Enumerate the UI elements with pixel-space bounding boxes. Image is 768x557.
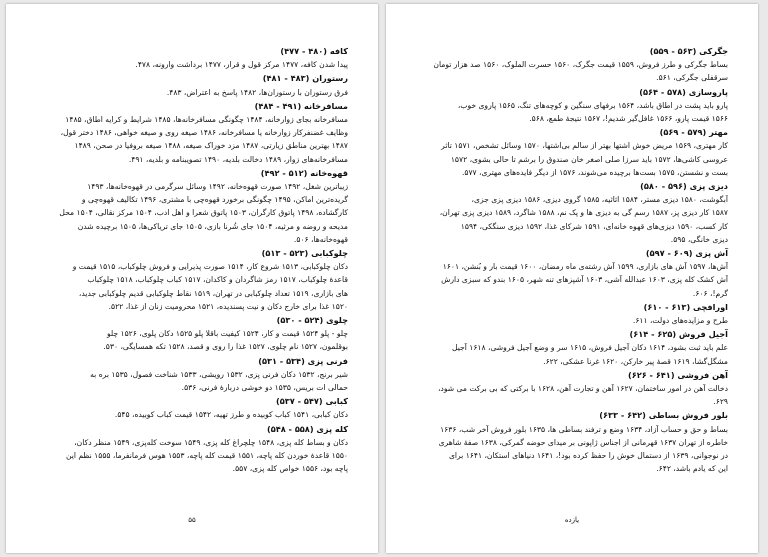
toc-entry (36, 100, 348, 166)
right-page (386, 4, 758, 553)
entry-text-line: بساط جگرکی و طرز فروش، ۱۵۵۹ قیمت جگرک، ۱۵۶۰ حسرت الملوک، ۱۵۶۰ صد هزار تومان (433, 60, 728, 70)
toc-entry (416, 45, 728, 85)
entry-heading: چلوکبابی (۵۲۳ - ۵۱۳) (261, 248, 348, 259)
entry-text-line: حمالی ات بریس، ۱۵۳۵ دو خوشی دربارهٔ فرنی، ۵۳۶. (181, 383, 348, 393)
entry-text-line: سرقفلی جگرکی، ۵۶۱. (656, 73, 728, 83)
toc-entry (416, 301, 728, 327)
toc-entry (36, 72, 348, 98)
entry-heading: آش پزی (۶۰۹ - ۵۹۷) (645, 248, 728, 259)
entry-text-line: کار مهتری، ۱۵۶۹ مریض خوش اشتها بهتر از سالم بی‌اشتها، ۱۵۷۰ وسائل تشخص، ۱۵۷۱ تاثر (441, 141, 728, 151)
entry-heading: پاروسازی (۵۷۸ - ۵۶۴) (639, 86, 728, 97)
entry-text-line: مشگل‌گشا، ۱۶۱۹ قصهٔ پیر خارکن، ۱۶۲۰ غرنا عشکی، ۶۲۲. (543, 356, 728, 366)
entry-text-line: شیر برنج، ۱۵۳۲ دکان فرنی پزی، ۱۵۳۲ رویشی، ۱۵۳۳ شناخت فصول، ۱۵۳۵ بره به (90, 369, 348, 379)
entry-heading: بلور فروش بساطی (۶۴۲ - ۶۳۳) (599, 410, 728, 421)
toc-entry (36, 423, 348, 476)
entry-text-line: دکان و بساط کله پزی، ۱۵۴۸ چلچراغ کله پزی، ۱۵۴۹ سوخت کله‌پزی، ۱۵۴۹ منظر دکان، (74, 437, 348, 447)
entry-text-line: ۶۲۹. (713, 397, 728, 407)
entry-text-line: بساط و حق و حساب آزاد، ۱۶۳۴ وضع و ترفند بساطی ها، ۱۶۳۵ بلور فروش آخر شب، ۱۶۳۶ (440, 424, 728, 434)
entry-heading: مهتر (۵۷۹ - ۵۶۹) (659, 127, 728, 138)
entry-heading: چلوی (۵۲۴ - ۵۳۰) (276, 315, 348, 326)
entry-text-line: قهوه‌خانه‌ها، ۵۰۶. (293, 234, 348, 244)
entry-heading: کبابی (۵۴۷ - ۵۳۷) (276, 396, 348, 407)
toc-entry (36, 167, 348, 246)
entry-text-line: این که یادم باشد، ۶۴۲. (656, 464, 728, 474)
entry-heading: جگرکی (۵۶۳ - ۵۵۹) (649, 46, 728, 56)
entry-heading: آهن فروشی (۶۴۱ - ۶۲۶) (627, 369, 728, 380)
entry-text-line: قاعدهٔ چلوکباب، ۱۵۱۷ رمز شاگردان و کاکدان، ۱۵۱۷ کباب چلوکباب، ۱۵۱۸ چلوکباب (87, 275, 348, 285)
entry-heading: اورافچی (۶۱۳ - ۶۱۰) (643, 301, 728, 312)
toc-entry (36, 45, 348, 71)
entry-text-line: وظایف غضنفرکار زوارخانه یا مسافرخانه، ۱۴۸۶ صیغه روی و صیغه خواهی، ۱۴۸۶ دختر قول، (60, 128, 348, 138)
entry-text-line: پیدا شدن کافه، ۱۴۷۷ مرکز قول و قرار، ۱۴۷۷ برداشت وارونه، ۴۷۸. (135, 60, 348, 70)
entry-text-line: مسافرخانه‌های زوار، ۱۴۸۹ دخالت بلدیه، ۱۴۹۰ تصویبنامه و بلدیه، ۴۹۱. (128, 154, 348, 164)
entry-text-line: آش‌ها، ۱۵۹۷ آش های بازاری، ۱۵۹۹ آش رشته‌ی ماه رمضان، ۱۶۰۰ قیمت بار و بُنشن، ۱۶۰۱ (442, 262, 728, 272)
toc-entry (36, 355, 348, 395)
entry-text-line: عروسی کاشی‌ها، ۱۵۷۲ باید سرزا صلی اصغر خان صندوق را برشم تا حالی بشوی، ۱۵۷۲ (450, 154, 728, 164)
entry-text-line: دکان چلوکبابی، ۱۵۱۳ شروع کار، ۱۵۱۴ صورت پذیرایی و فروش چلوکباب، ۱۵۱۵ قیمت و (72, 262, 348, 272)
page-number: ۵۵ (188, 515, 196, 524)
entry-heading: مسافرخانه (۴۹۱ - ۴۸۴) (254, 100, 348, 111)
page-number: یازده (564, 515, 580, 524)
left-page (6, 4, 378, 553)
entry-text-line: مسافرخانه بجای زوارخانه، ۱۴۸۴ چگونگی مسافرخانه‌ها، ۱۴۸۵ شرایط و کرایه اطاق، ۱۴۸۵ (65, 115, 348, 125)
entry-text-line: پاچه بود، ۱۵۵۶ خواص کله پزی، ۵۵۷. (232, 464, 348, 474)
entry-text-line: بست و نشستن، ۱۵۷۵ بست‌ها برچیده می‌شوند، ۱۵۷۶ از دیگر فایده‌های مهتری، ۵۷۷. (461, 167, 728, 177)
toc-entry (416, 86, 728, 126)
entry-text-line: های بازاری، ۱۵۱۹ تعداد چلوکبابی در تهران، ۱۵۱۹ نقاط چلوکبابی قدیم چلوکبابی جدید، (78, 288, 348, 298)
entry-heading: فرنی پزی (۵۳۴ - ۵۳۱) (258, 355, 348, 366)
entry-heading: دیزی پزی (۵۹۶ - ۵۸۰) (640, 181, 728, 192)
entry-text-line: چلو - پلو ۱۵۲۴ قیمت و کار، ۱۵۲۴ کیفیت باقلا پلو ۱۵۲۵ دکان پلوی، ۱۵۲۶ چلو (106, 329, 348, 339)
entry-heading: کافه (۴۸۰ - ۴۷۷) (280, 46, 348, 56)
entry-text-line: زیباترین شغل، ۱۴۹۲ صورت قهوه‌خانه، ۱۴۹۲ وسائل سرگرمی در قهوه‌خانه‌ها، ۱۴۹۳ (87, 182, 348, 192)
toc-entry (416, 328, 728, 368)
entry-text-line: ۱۴۸۷ بهترین مناطق زیارتی، ۱۴۸۷ مزد خوراک صیغه، ۱۴۸۸ صیغه بروفیا در صحن، ۱۴۸۹ (74, 141, 348, 151)
toc-entry (416, 369, 728, 409)
toc-entry (416, 247, 728, 300)
entry-text-line: پارو باید پشت در اطاق باشد، ۱۵۶۴ برفهای سنگین و کوچه‌های تنگ، ۱۵۶۵ پاروی خوب، (457, 100, 728, 110)
entry-heading: رستوران (۴۸۳ - ۴۸۱) (262, 73, 348, 84)
toc-entry (416, 126, 728, 179)
entry-heading: کله پزی (۵۵۸ - ۵۴۸) (266, 423, 348, 434)
entry-text-line: ۱۵۲۰ غذا برای خارج دکان و نیت پسندیده، ۱۵۲۱ محرومیت زنان از غذا، ۵۲۲. (108, 301, 348, 311)
entry-text-line: آبگوشت، ۱۵۸۰ دیزی مستر، ۱۵۸۴ اثاثیه، ۱۵۸۵ گروی دیزی، ۱۵۸۶ دیزی پزی جزی، (471, 195, 728, 205)
toc-entry (36, 395, 348, 421)
entry-text-line: کارگشاده، ۱۴۹۸ پاتوق کارگران، ۱۵۰۳ پاتوق شعرا و اهل ادب، ۱۵۰۴ مرکز نقالی، ۱۵۰۴ محل (59, 208, 348, 218)
entry-text-line: گریده‌ترین اماکن، ۱۴۹۵ چگونگی برخورد قهوه‌چی با مشتری، ۱۴۹۶ تکالیف قهوه‌چی و (81, 195, 348, 205)
entry-text-line: دیزی خانگی، ۵۹۵. (670, 234, 728, 244)
entry-text-line: طرح و مزایده‌های دولت، ۶۱۱. (632, 316, 728, 326)
entry-text-line: گرم!، ۶۰۶. (692, 288, 728, 298)
entry-text-line: خاطره از تهران ۱۶۳۷ قهرمانی از اجناس ژاپونی بر میدای حوضه گمرکی، ۱۶۳۸ صفهٔ شاهری (438, 437, 728, 447)
entry-text-line: بوقلمون، ۱۵۲۷ نام چلوی، ۱۵۲۷ غذا را روی و قصد، ۱۵۲۸ تکه همسایگی، ۵۳۰. (103, 342, 348, 352)
entry-text-line: ۱۵۶۶ قیمت پارو، ۱۵۶۶ غافل‌گیر شدیم!، ۱۵۶۷ نتیجهٔ طمع، ۵۶۸. (529, 114, 728, 124)
entry-heading: قهوه‌خانه (۵۱۲ - ۴۹۲) (260, 167, 348, 178)
toc-entry (36, 314, 348, 354)
entry-text-line: ۱۵۸۷ کار دیزی پز، ۱۵۸۷ رسم گی به دیزی ها و پک نم، ۱۵۸۸ شاگرد، ۱۵۸۹ دیزی پزی تهران، (439, 208, 728, 218)
entry-heading: آجیل فروش (۶۲۵ - ۶۱۴) (629, 329, 728, 340)
entry-text-line: علم باید ثبت بشود، ۱۶۱۴ دکان آجیل فروش، ۱۶۱۵ سر و وضع آجیل فروشی، ۱۶۱۸ آجیل (452, 343, 728, 353)
entry-text-line: مدیحه و روضه و مرثیه، ۱۵۰۴ جای شُرنا بازی، ۱۵۰۵ جای تریاکی‌ها، ۱۵۰۵ برچیده شدن (77, 221, 348, 231)
entry-text-line: دکان کبابی، ۱۵۴۱ کباب کوبیده و طرز تهیه، ۱۵۴۲ قیمت کباب کوبیده، ۵۴۵. (114, 410, 348, 420)
entry-text-line: کار کسب، ۱۵۹۰ دیزی‌های قهوه خانه‌ای، ۱۵۹۱ شرکای غذا، ۱۵۹۲ دیزی سنگکی، ۱۵۹۴ (460, 221, 728, 231)
entry-text-line: آش کشک کله پزی، ۱۶۰۳ عبدالله آشی، ۱۶۰۳ آشپزهای تنه شهر، ۱۶۰۵ بندو که سبزی دارش (441, 275, 728, 285)
toc-entry (416, 409, 728, 475)
toc-entry (416, 180, 728, 246)
toc-entry (36, 247, 348, 313)
entry-text-line: دخالت آهن در امور ساختمان، ۱۶۲۷ آهن و تجارت آهن، ۱۶۲۸ با برکتی که بی برکت می شود، (437, 384, 728, 394)
entry-text-line: در نوجوانی، ۱۶۳۹ از دستمال خوش را حفظ کرده بود!، ۱۶۴۱ دنیاهای استکان، ۱۶۴۱ برای (448, 451, 728, 461)
entry-text-line: فرق رستوران با رستوران‌ها، ۱۴۸۲ پاسخ به اعتراض، ۴۸۳. (166, 87, 348, 97)
entry-text-line: ۱۵۵۰ قاعدهٔ خوردن کله پاچه، ۱۵۵۱ قیمت کله پاچه، ۱۵۵۳ هوس فرمانفرما، ۱۵۵۵ نظم این (65, 451, 348, 461)
